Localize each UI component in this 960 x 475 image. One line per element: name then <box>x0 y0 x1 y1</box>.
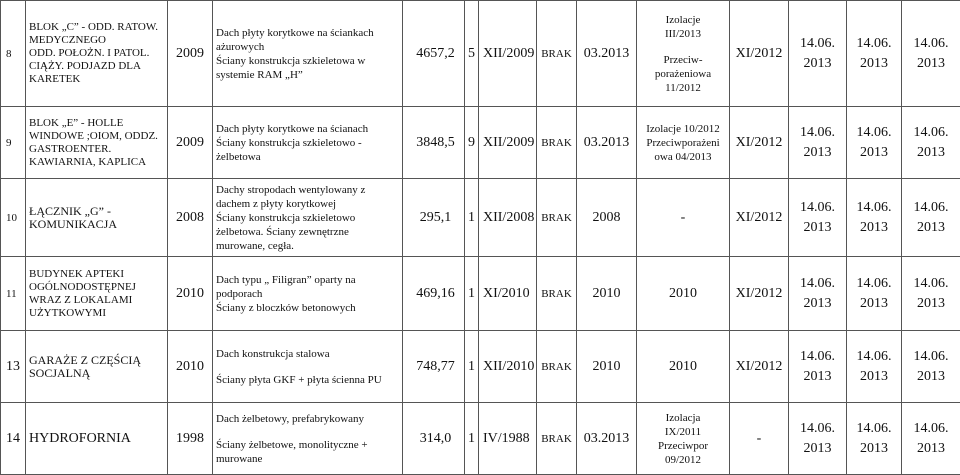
date-cell-3 <box>902 403 960 475</box>
building-name-line: UŻYTKOWYMI <box>29 306 106 319</box>
count-value: 1 <box>465 179 479 257</box>
date-line: 2013 <box>803 295 832 311</box>
date-cell-3 <box>902 107 960 179</box>
review-date: XI/2012 <box>730 257 789 331</box>
date-cell-3 <box>902 179 960 257</box>
build-year: 2009 <box>168 1 213 107</box>
area-value: 295,1 <box>403 179 465 257</box>
table-row <box>1 1 960 107</box>
building-name-line: WRAZ Z LOKALAMI <box>29 293 133 306</box>
count-value: 1 <box>465 403 479 475</box>
row-number: 14 <box>1 403 26 475</box>
date-cell-2 <box>847 331 902 403</box>
date-cell-3 <box>902 1 960 107</box>
table-row <box>1 179 960 257</box>
construction-description <box>213 403 403 475</box>
count-value: 1 <box>465 331 479 403</box>
date-cell-2 <box>847 257 902 331</box>
description-line: systemie RAM „H” <box>216 68 303 81</box>
date-line: 14.06. <box>856 199 892 215</box>
description-line <box>216 426 399 438</box>
description-line: dachem z płyty korytkowej <box>216 197 337 210</box>
description-line: Ściany konstrukcja szkieletowo - <box>216 136 362 149</box>
date-line: 14.06. <box>913 124 949 140</box>
construction-description <box>213 1 403 107</box>
date-line: 2013 <box>917 295 945 311</box>
building-name-line: KOMUNIKACJA <box>29 216 118 231</box>
description-line: Ściany konstrukcja szkieletowo <box>216 211 356 224</box>
building-name-cell <box>26 403 168 475</box>
count-value: 9 <box>465 107 479 179</box>
building-name-line: KARETEK <box>29 73 81 85</box>
commission-date: XII/2008 <box>479 179 537 257</box>
building-name-line: ŁĄCZNIK „G” - <box>29 203 111 218</box>
date-line: 2013 <box>917 144 945 160</box>
insulation-line: porażeniowa <box>654 67 712 80</box>
inspection-date: 2010 <box>577 257 637 331</box>
insulation-line: Przeciwpor <box>657 439 709 452</box>
row-number: 8 <box>1 1 26 107</box>
area-value: 748,77 <box>403 331 465 403</box>
date-line: 14.06. <box>800 124 835 140</box>
construction-description <box>213 257 403 331</box>
construction-description <box>213 331 403 403</box>
description-line: Dachy stropodach wentylowany z <box>216 183 366 196</box>
description-line: Ściany płyta GKF + płyta ścienna PU <box>216 373 382 386</box>
date-line: 2013 <box>803 144 832 160</box>
date-line: 2013 <box>803 219 832 235</box>
date-line: 2013 <box>803 55 832 71</box>
building-name-cell <box>26 331 168 403</box>
date-line: 2013 <box>860 295 888 311</box>
date-line: 14.06. <box>800 275 835 291</box>
row-number: 13 <box>1 331 26 403</box>
description-line: Dach konstrukcja stalowa <box>216 347 330 360</box>
build-year: 2010 <box>168 331 213 403</box>
date-cell-1 <box>789 331 847 403</box>
insulation-inspection <box>637 107 730 179</box>
date-line: 14.06. <box>856 348 892 364</box>
building-name-line: OGÓLNODOSTĘPNEJ <box>29 280 136 293</box>
description-line: żelbetowa <box>216 150 261 163</box>
commission-date: XI/2010 <box>479 257 537 331</box>
description-line: Dach żelbetowy, prefabrykowany <box>216 412 365 425</box>
build-year: 1998 <box>168 403 213 475</box>
commission-date: IV/1988 <box>479 403 537 475</box>
brak-status: BRAK <box>537 403 577 475</box>
date-line: 2013 <box>803 440 832 456</box>
review-date: XI/2012 <box>730 107 789 179</box>
inspection-date: 03.2013 <box>577 1 637 107</box>
building-name-line: GASTROENTER. <box>29 142 112 155</box>
build-year: 2010 <box>168 257 213 331</box>
date-line: 14.06. <box>913 275 949 291</box>
area-value: 314,0 <box>403 403 465 475</box>
insulation-line <box>639 41 727 53</box>
insulation-line: 2010 <box>669 285 697 301</box>
insulation-line: Izolacja <box>665 411 701 424</box>
date-line: 14.06. <box>913 199 949 215</box>
description-line <box>216 361 399 373</box>
date-line: 2013 <box>803 368 832 384</box>
insulation-line: Przeciw- <box>663 53 703 66</box>
insulation-inspection <box>637 331 730 403</box>
insulation-line: Przeciwporażeni <box>646 136 720 149</box>
inspection-date: 03.2013 <box>577 403 637 475</box>
date-line: 14.06. <box>913 348 949 364</box>
count-value: 1 <box>465 257 479 331</box>
date-cell-2 <box>847 179 902 257</box>
construction-description <box>213 179 403 257</box>
insulation-line: Izolacje 10/2012 <box>646 122 720 135</box>
date-line: 2013 <box>860 440 888 456</box>
row-number: 10 <box>1 179 26 257</box>
date-line: 14.06. <box>800 348 835 364</box>
date-line: 2013 <box>860 219 888 235</box>
description-line: Dach typu „ Filigran” oparty na <box>216 273 356 286</box>
building-name-line: BUDYNEK APTEKI <box>29 267 125 280</box>
description-line: Ściany żelbetowe, monolityczne + <box>216 438 368 451</box>
date-cell-1 <box>789 257 847 331</box>
building-name-line: BLOK „C” - ODD. RATOW. <box>29 21 158 33</box>
insulation-line: Izolacje <box>665 13 701 26</box>
brak-status: BRAK <box>537 179 577 257</box>
date-cell-2 <box>847 107 902 179</box>
description-line: Ściany konstrukcja szkieletowa w <box>216 54 366 67</box>
review-date: XI/2012 <box>730 179 789 257</box>
building-name-line: KAWIARNIA, KAPLICA <box>29 155 147 168</box>
building-name-line: GARAŻE Z CZĘŚCIĄ <box>29 352 141 367</box>
date-line: 2013 <box>917 219 945 235</box>
insulation-line: 11/2012 <box>665 81 701 94</box>
insulation-line: III/2013 <box>664 27 702 40</box>
building-name-cell <box>26 107 168 179</box>
description-line: ażurowych <box>216 40 265 53</box>
date-line: 2013 <box>860 55 888 71</box>
description-line: murowane, cegła. <box>216 239 294 252</box>
table-row <box>1 107 960 179</box>
date-line: 14.06. <box>856 275 892 291</box>
date-cell-1 <box>789 179 847 257</box>
description-line: Dach płyty korytkowe na ściankach <box>216 26 374 39</box>
date-cell-1 <box>789 107 847 179</box>
insulation-line: 2010 <box>669 358 697 374</box>
date-line: 14.06. <box>856 420 892 436</box>
date-line: 2013 <box>917 368 945 384</box>
inspection-date: 2008 <box>577 179 637 257</box>
insulation-inspection <box>637 403 730 475</box>
insulation-line: 09/2012 <box>664 453 702 466</box>
building-name-cell <box>26 1 168 107</box>
description-line: podporach <box>216 287 263 300</box>
count-value: 5 <box>465 1 479 107</box>
insulation-inspection <box>637 257 730 331</box>
date-line: 2013 <box>860 144 888 160</box>
inspection-date: 2010 <box>577 331 637 403</box>
date-cell-2 <box>847 403 902 475</box>
description-line: Dach płyty korytkowe na ścianach <box>216 122 369 135</box>
date-cell-1 <box>789 403 847 475</box>
building-name-cell <box>26 257 168 331</box>
table-row <box>1 403 960 475</box>
building-name-line: MEDYCZNEGO <box>29 34 106 46</box>
date-line: 14.06. <box>800 199 835 215</box>
build-year: 2009 <box>168 107 213 179</box>
date-line: 14.06. <box>856 35 892 51</box>
date-cell-1 <box>789 1 847 107</box>
date-line: 2013 <box>917 55 945 71</box>
date-line: 14.06. <box>800 420 835 436</box>
insulation-inspection <box>637 1 730 107</box>
description-line: murowane <box>216 452 263 465</box>
building-name-cell <box>26 179 168 257</box>
date-line: 2013 <box>860 368 888 384</box>
insulation-inspection <box>637 179 730 257</box>
description-line: żelbetowa. Ściany zewnętrzne <box>216 225 349 238</box>
row-number: 9 <box>1 107 26 179</box>
area-value: 4657,2 <box>403 1 465 107</box>
review-date: XI/2012 <box>730 331 789 403</box>
date-cell-3 <box>902 257 960 331</box>
brak-status: BRAK <box>537 107 577 179</box>
inspection-date: 03.2013 <box>577 107 637 179</box>
building-name-line: ODD. POŁOŻN. I PATOL. <box>29 47 150 59</box>
insulation-line: owa 04/2013 <box>654 150 712 163</box>
table-row <box>1 331 960 403</box>
building-name-line: WINDOWE ;OIOM, ODDZ. <box>29 129 158 142</box>
description-line: Ściany z bloczków betonowych <box>216 301 356 314</box>
area-value: 3848,5 <box>403 107 465 179</box>
commission-date: XII/2009 <box>479 107 537 179</box>
area-value: 469,16 <box>403 257 465 331</box>
date-line: 14.06. <box>913 35 949 51</box>
date-cell-2 <box>847 1 902 107</box>
building-name-line: HYDROFORNIA <box>29 431 131 446</box>
review-date: XI/2012 <box>730 1 789 107</box>
construction-description <box>213 107 403 179</box>
building-name-line: BLOK „E” - HOLLE <box>29 116 124 129</box>
build-year: 2008 <box>168 179 213 257</box>
commission-date: XII/2009 <box>479 1 537 107</box>
brak-status: BRAK <box>537 331 577 403</box>
brak-status: BRAK <box>537 1 577 107</box>
row-number: 11 <box>1 257 26 331</box>
date-line: 2013 <box>917 440 945 456</box>
insulation-line: IX/2011 <box>664 425 702 438</box>
building-name-line: CIĄŻY. PODJAZD DLA <box>29 60 141 72</box>
date-line: 14.06. <box>913 420 949 436</box>
table-row <box>1 257 960 331</box>
building-name-line: SOCJALNĄ <box>29 365 91 380</box>
date-line: 14.06. <box>800 35 835 51</box>
commission-date: XII/2010 <box>479 331 537 403</box>
review-date: - <box>730 403 789 475</box>
brak-status: BRAK <box>537 257 577 331</box>
date-cell-3 <box>902 331 960 403</box>
insulation-line: - <box>680 209 686 225</box>
date-line: 14.06. <box>856 124 892 140</box>
